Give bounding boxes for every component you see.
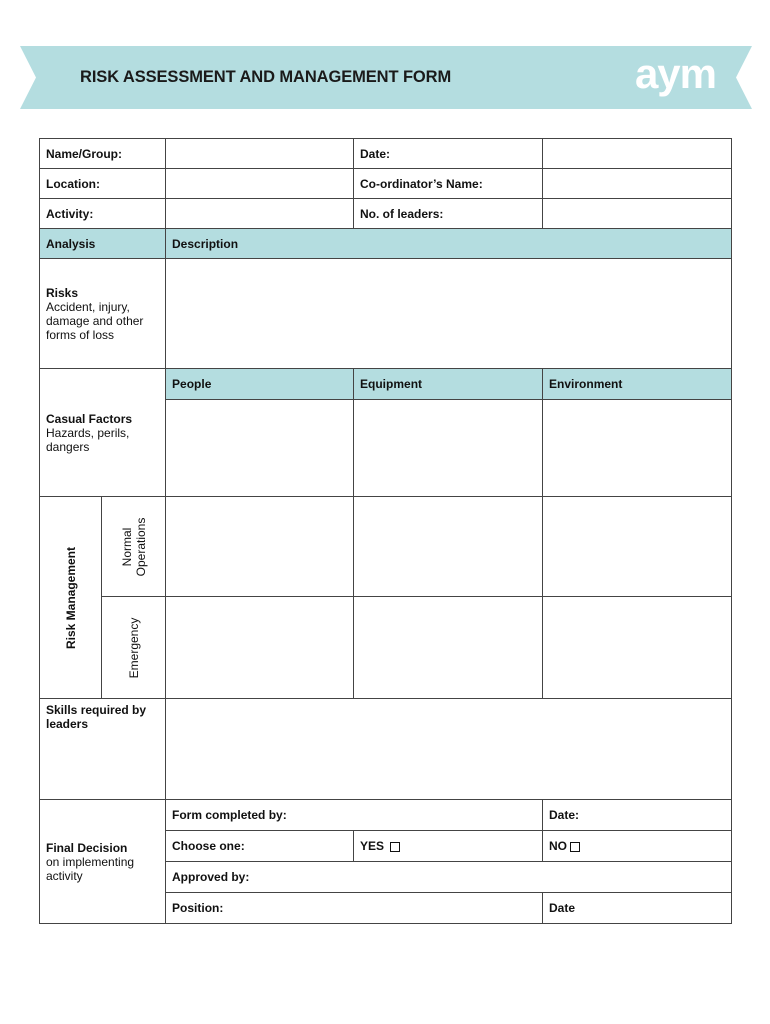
casual-environment-field[interactable] [543, 400, 732, 497]
location-label: Location: [40, 169, 166, 199]
casual-factors-title: Casual Factors [46, 411, 133, 426]
aym-logo: aym [634, 50, 716, 97]
info-row-activity [40, 199, 732, 229]
coordinator-label: Co-ordinator’s Name: [354, 169, 543, 199]
date-label: Date: [354, 139, 543, 169]
casual-header-row [40, 369, 732, 400]
equipment-header: Equipment [354, 369, 543, 400]
normal-operations-row [40, 497, 732, 597]
analysis-header: Analysis [40, 229, 166, 259]
final-decision-title: Final Decision [46, 840, 128, 855]
normal-equipment-field[interactable] [354, 497, 543, 597]
emergency-environment-field[interactable] [543, 597, 732, 699]
yes-label: YES [360, 839, 385, 853]
casual-factors-cell [40, 369, 166, 497]
final-decision-description: on implementing activity [46, 854, 135, 883]
position-date-label[interactable]: Date [543, 893, 732, 924]
name-group-label: Name/Group: [40, 139, 166, 169]
choose-one-label: Choose one: [166, 831, 354, 862]
skills-field[interactable] [166, 699, 732, 800]
casual-factors-description: Hazards, perils, dangers [46, 425, 130, 454]
activity-label: Activity: [40, 199, 166, 229]
activity-field[interactable] [166, 199, 354, 229]
info-row-location [40, 169, 732, 199]
risk-management-label: Risk Management [63, 546, 78, 649]
form-completed-label[interactable]: Form completed by: [166, 800, 543, 831]
form-completed-row [40, 800, 732, 831]
info-row-name [40, 139, 732, 169]
position-label[interactable]: Position: [166, 893, 543, 924]
casual-people-field[interactable] [166, 400, 354, 497]
no-label: NO [549, 839, 568, 853]
risks-label-cell [40, 259, 166, 369]
normal-label-line1: Normal [119, 527, 134, 566]
form-title: RISK ASSESSMENT AND MANAGEMENT FORM [80, 68, 452, 86]
emergency-cell [102, 597, 166, 699]
risks-row [40, 259, 732, 369]
name-group-field[interactable] [166, 139, 354, 169]
risks-description-field[interactable] [166, 259, 732, 369]
final-date-label[interactable]: Date: [543, 800, 732, 831]
risks-title: Risks [46, 285, 79, 300]
risk-form-table [39, 138, 732, 924]
header-banner [20, 46, 752, 109]
environment-header: Environment [543, 369, 732, 400]
description-header: Description [166, 229, 732, 259]
no-checkbox[interactable] [570, 842, 580, 852]
final-decision-cell [40, 800, 166, 924]
leaders-field[interactable] [543, 199, 732, 229]
location-field[interactable] [166, 169, 354, 199]
no-option[interactable] [543, 831, 732, 862]
approved-by-label[interactable]: Approved by: [166, 862, 732, 893]
coordinator-field[interactable] [543, 169, 732, 199]
normal-label-line2: Operations [133, 517, 148, 576]
skills-row [40, 699, 732, 800]
people-header: People [166, 369, 354, 400]
casual-equipment-field[interactable] [354, 400, 543, 497]
normal-people-field[interactable] [166, 497, 354, 597]
analysis-header-row [40, 229, 732, 259]
date-field[interactable] [543, 139, 732, 169]
normal-operations-cell [102, 497, 166, 597]
emergency-label: Emergency [126, 617, 141, 678]
emergency-row [40, 597, 732, 699]
normal-environment-field[interactable] [543, 497, 732, 597]
normal-operations-label [120, 517, 148, 576]
yes-option[interactable] [354, 831, 543, 862]
emergency-people-field[interactable] [166, 597, 354, 699]
risk-management-cell [40, 497, 102, 699]
skills-label: Skills required by leaders [40, 699, 166, 800]
risks-description: Accident, injury, damage and other forms of loss [46, 299, 144, 342]
leaders-label: No. of leaders: [354, 199, 543, 229]
emergency-equipment-field[interactable] [354, 597, 543, 699]
yes-checkbox[interactable] [390, 842, 400, 852]
